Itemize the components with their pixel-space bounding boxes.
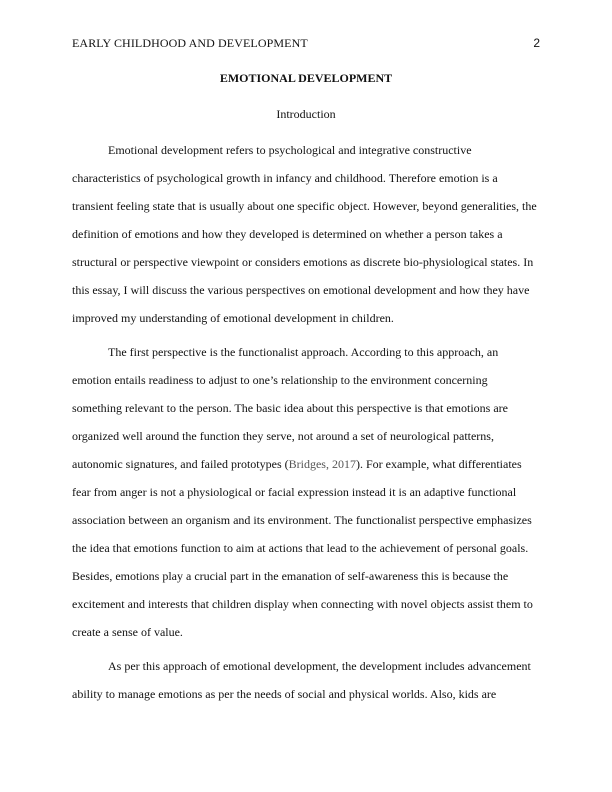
- paragraph-line: ability to manage emotions as per the needs of social and physical worlds. Also, kids are: [72, 687, 497, 701]
- section-heading: Introduction: [276, 107, 336, 121]
- paragraph-line: structural or perspective viewpoint or considers emotions as discrete bio-physiological states. In: [72, 255, 534, 269]
- paragraph-line: characteristics of psychological growth in infancy and childhood. Therefore emotion is a: [72, 171, 498, 185]
- paragraph-line: create a sense of value.: [72, 625, 183, 639]
- running-head: EARLY CHILDHOOD AND DEVELOPMENT: [72, 36, 308, 50]
- line-text: autonomic signatures, and failed prototypes (: [72, 457, 289, 471]
- paragraph-line: emotion entails readiness to adjust to one’s relationship to the environment concerning: [72, 373, 488, 387]
- paragraph-line: excitement and interests that children display when connecting with novel objects assist them to: [72, 597, 533, 611]
- paragraph-line: fear from anger is not a physiological or facial expression instead it is an adaptive functional: [72, 485, 517, 499]
- paragraph-line: this essay, I will discuss the various perspectives on emotional development and how they have: [72, 283, 530, 297]
- page-number: 2: [533, 36, 540, 50]
- citation-link[interactable]: Bridges, 2017: [288, 457, 356, 471]
- paragraph-line: As per this approach of emotional development, the development includes advancement: [108, 659, 531, 673]
- document-title: EMOTIONAL DEVELOPMENT: [219, 71, 393, 85]
- paragraph-line: Emotional development refers to psychological and integrative constructive: [108, 143, 472, 157]
- paragraph-line: transient feeling state that is usually about one specific object. However, beyond generalities, the: [72, 199, 537, 213]
- paragraph-line: organized well around the function they serve, not around a set of neurological patterns,: [72, 429, 494, 443]
- paragraph-line: The first perspective is the functionalist approach. According to this approach, an: [108, 345, 499, 359]
- paragraph-line: Besides, emotions play a crucial part in the emanation of self-awareness this is because the: [72, 569, 509, 583]
- paragraph-line: improved my understanding of emotional development in children.: [72, 311, 394, 325]
- line-text: ). For example, what differentiates: [355, 457, 522, 471]
- paragraph-line: something relevant to the person. The basic idea about this perspective is that emotions are: [72, 401, 508, 415]
- paragraph-line: definition of emotions and how they developed is determined on whether a person takes a: [72, 227, 503, 241]
- paragraph-line: the idea that emotions function to aim at actions that lead to the achievement of personal goals.: [72, 541, 529, 555]
- paragraph-line: association between an organism and its environment. The functionalist perspective emphasizes: [72, 513, 532, 527]
- paragraph-line-with-citation: [72, 457, 522, 472]
